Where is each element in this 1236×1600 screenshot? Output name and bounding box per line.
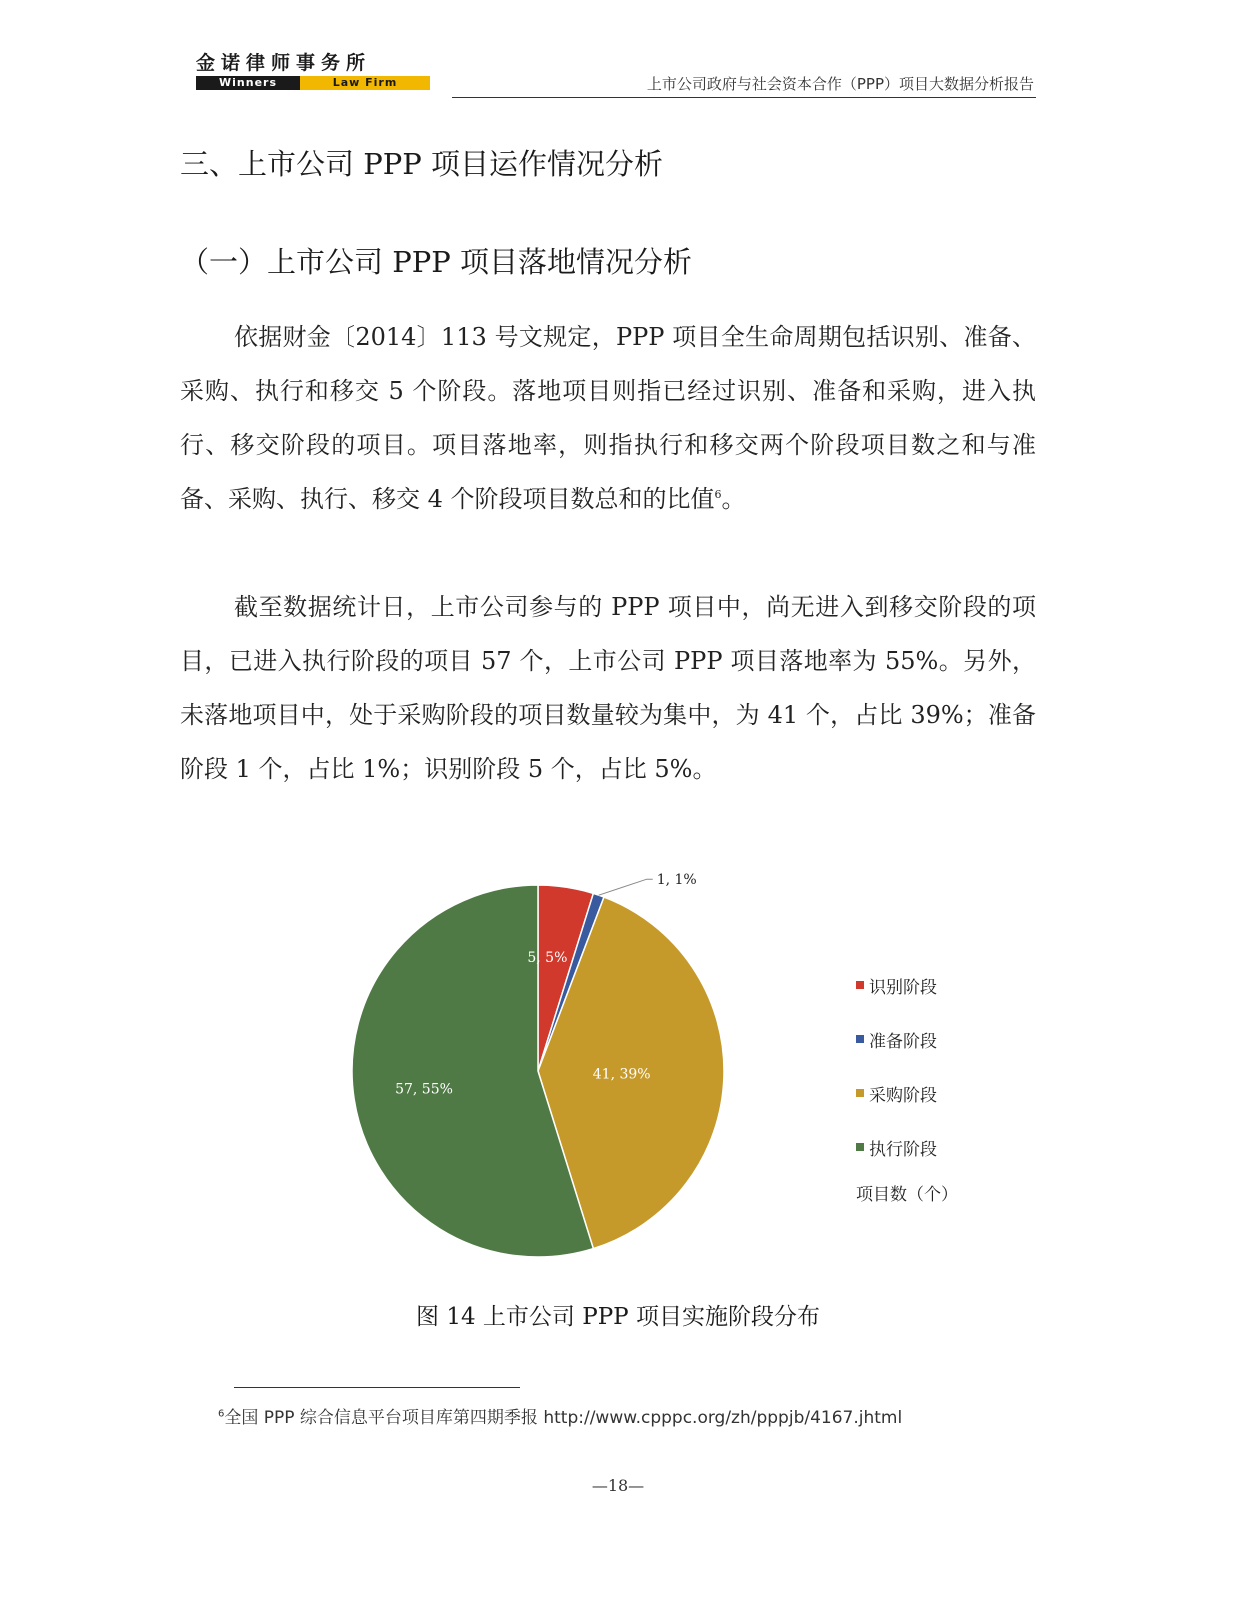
legend-swatch (856, 1089, 864, 1097)
page-number: —18— (591, 1476, 645, 1495)
slice-label-1: 5, 5% (527, 950, 568, 966)
slice-label-4: 57, 55% (395, 1081, 453, 1098)
paragraph-1 (180, 310, 1036, 526)
header-divider (452, 97, 1036, 98)
footnote-text: 全国 PPP 综合信息平台项目库第四期季报 http://www.cpppc.org/zh/pppjb/4167.jhtml (224, 1408, 903, 1428)
logo-english-left: Winners (196, 76, 300, 90)
footnote-mark: 6 (218, 1408, 225, 1420)
footnote (218, 1403, 902, 1428)
slice-label-2: 1, 1% (656, 872, 697, 889)
paragraph-2: 截至数据统计日，上市公司参与的 PPP 项目中，尚无进入到移交阶段的项目，已进入执行阶段的项目 57 个，上市公司 PPP 项目落地率为 55%。另外，未落地项目中，处于采购阶段的项目数量较为集中，为 41 个，占比 39%；准备阶段 1 个，占比 1%；识别阶段 5 个，占比 5%。 (180, 593, 1036, 783)
legend-swatch (856, 981, 864, 989)
section-title: 三、上市公司 PPP 项目运作情况分析 (180, 147, 663, 181)
legend-swatch (856, 1143, 864, 1151)
footnote-divider (234, 1387, 520, 1388)
paragraph-1-text: 依据财金〔2014〕113 号文规定，PPP 项目全生命周期包括识别、准备、采购、执行和移交 5 个阶段。落地项目则指已经过识别、准备和采购，进入执行、移交阶段的项目。项目落地率，则指执行和移交两个阶段项目数之和与准备、采购、执行、移交 4 个阶段项目数总和的比值 (180, 323, 1036, 513)
logo-english-right: Law Firm (300, 76, 430, 90)
figure-caption: 图 14 上市公司 PPP 项目实施阶段分布 (416, 1304, 820, 1330)
logo-chinese-name: 金诺律师事务所 (196, 52, 372, 74)
paragraph-1-end: 。 (721, 485, 746, 513)
pie-chart (340, 860, 760, 1280)
chart-legend (856, 958, 937, 1174)
legend-title: 项目数（个） (856, 1185, 958, 1205)
firm-logo (196, 52, 432, 90)
footnote-ref[interactable]: 6 (714, 488, 722, 501)
slice-leader-line-2 (599, 879, 653, 895)
subsection-title: （一）上市公司 PPP 项目落地情况分析 (180, 245, 692, 279)
legend-label: 采购阶段 (869, 1085, 937, 1106)
legend-label: 识别阶段 (869, 977, 937, 998)
legend-item-3 (856, 1066, 937, 1120)
legend-item-1 (856, 958, 937, 1012)
report-title: 上市公司政府与社会资本合作（PPP）项目大数据分析报告 (646, 75, 1034, 93)
slice-label-3: 41, 39% (592, 1066, 651, 1083)
legend-swatch (856, 1035, 864, 1043)
logo-english-bar (196, 76, 432, 90)
legend-label: 执行阶段 (869, 1139, 937, 1160)
legend-item-4 (856, 1120, 937, 1174)
legend-item-2 (856, 1012, 937, 1066)
legend-label: 准备阶段 (869, 1031, 937, 1052)
